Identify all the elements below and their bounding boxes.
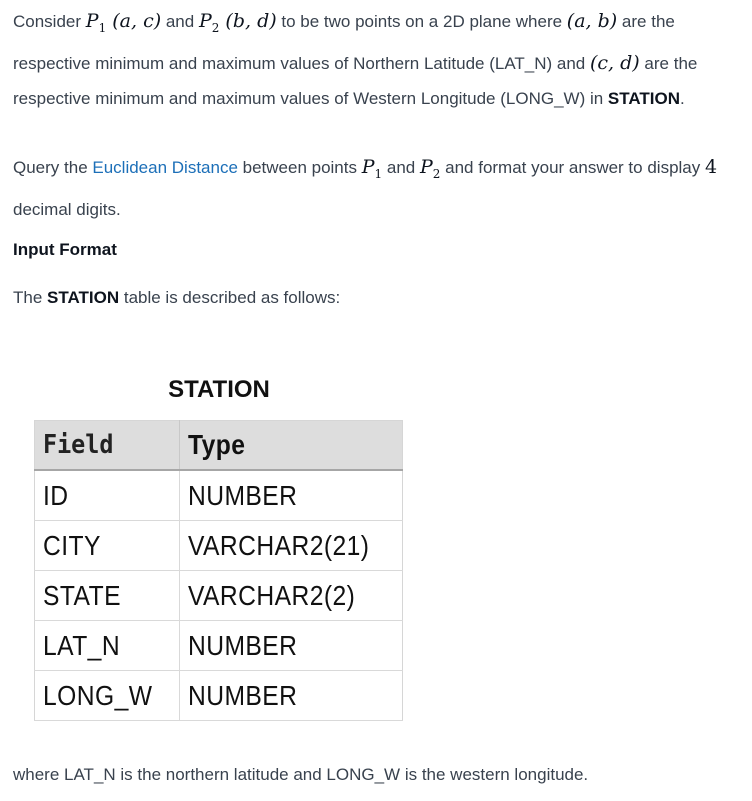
math-ab: (a, b): [566, 10, 618, 32]
euclidean-distance-link[interactable]: Euclidean Distance: [92, 158, 238, 177]
field-cell: ID: [35, 470, 180, 521]
paragraph-points-definition: [13, 4, 733, 116]
text-segment: and format your answer to display: [440, 158, 705, 177]
type-cell: VARCHAR2(2): [180, 571, 403, 621]
text-segment: Query the: [13, 158, 93, 177]
text-segment: are the respective minimum and maximum values of Northern Latitude (LAT_N) and: [13, 12, 675, 73]
math-p1: $P_1$ (a, c): [85, 10, 162, 35]
table-caption: STATION: [168, 376, 270, 403]
paragraph-query: [13, 150, 733, 227]
station-bold: STATION: [607, 88, 681, 108]
table-row: [35, 470, 403, 521]
station-table: [34, 420, 403, 721]
table-header-row: [35, 421, 403, 471]
text-segment: and: [382, 158, 420, 177]
text-segment: between points: [237, 158, 362, 177]
math-p2: $P_2$: [419, 156, 441, 181]
table-row: [35, 571, 403, 621]
input-format-heading: Input Format: [13, 240, 117, 259]
header-type: Type: [180, 421, 403, 471]
field-cell: STATE: [35, 571, 180, 621]
paragraph-table-intro: [13, 280, 340, 315]
table-row: [35, 521, 403, 571]
type-cell: NUMBER: [180, 621, 403, 671]
field-cell: LONG_W: [35, 671, 180, 721]
station-bold: STATION: [47, 288, 120, 307]
type-cell: NUMBER: [180, 671, 403, 721]
station-table-figure: [34, 370, 404, 711]
math-cd: (c, d): [589, 51, 640, 74]
text-segment: Consider: [13, 12, 86, 31]
text-segment: decimal digits.: [13, 199, 121, 219]
field-cell: LAT_N: [35, 621, 180, 671]
paragraph-footnote: where LAT_N is the northern latitude and LONG_W is the western longitude.: [13, 765, 589, 784]
field-cell: CITY: [35, 521, 180, 571]
text-segment: .: [680, 88, 685, 108]
text-segment: are the respective minimum and maximum values of Western Longitude (LONG_W) in: [13, 53, 698, 108]
type-cell: NUMBER: [180, 470, 403, 521]
header-field: Field: [35, 421, 180, 471]
math-p2: $P_2$ (b, d): [198, 10, 277, 35]
math-digits: 4: [704, 156, 718, 178]
math-p1: $P_1$: [361, 156, 383, 181]
table-row: [35, 671, 403, 721]
text-segment: to be two points on a 2D plane where: [276, 12, 567, 31]
text-segment: The: [13, 288, 48, 307]
type-cell: VARCHAR2(21): [180, 521, 403, 571]
text-segment: and: [161, 12, 199, 31]
table-row: [35, 621, 403, 671]
text-segment: table is described as follows:: [119, 288, 341, 307]
